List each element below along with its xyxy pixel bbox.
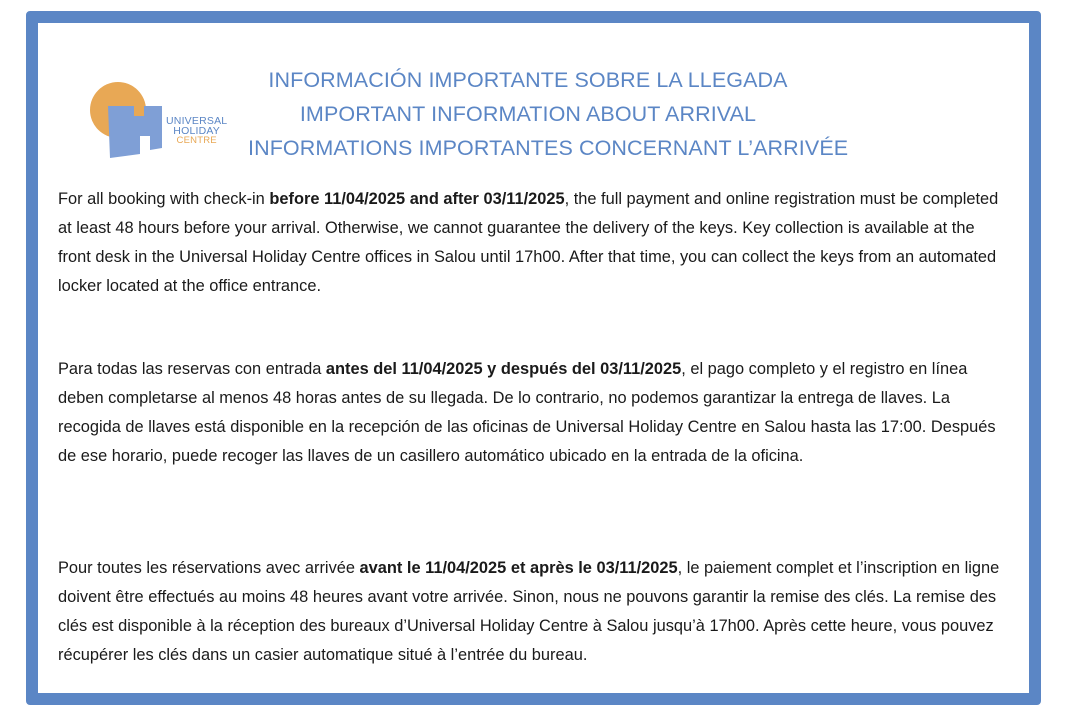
title-english: IMPORTANT INFORMATION ABOUT ARRIVAL (299, 102, 757, 126)
paragraph-spanish (58, 355, 1008, 471)
paragraph-english-rest: , the full payment and online registration must be completed at least 48 hours before your arrival. Otherwise, we cannot guarantee the delivery of the keys. Key collection is available at the front desk in the Universal Holiday Centre offices in Salou until 17h00. After that time, you can collect the keys from an automated locker located at the office entrance. (58, 190, 999, 295)
title-block (248, 63, 849, 165)
paragraph-spanish-rest: , el pago completo y el registro en línea deben completarse al menos 48 horas antes de su llegada. De lo contrario, no podemos garantizar la entrega de llaves. La recogida de llaves está disponible en la recepción de las oficinas de Universal Holiday Centre en Salou hasta las 17:00. Después de ese horario, puede recoger las llaves de un casillero automático ubicado en la entrada de la oficina. (58, 360, 996, 465)
document-frame (26, 11, 1041, 705)
paragraph-spanish-dates: antes del 11/04/2025 y después del 03/11/2025 (325, 360, 682, 378)
logo-line-centre: CENTRE (176, 135, 217, 146)
paragraph-french-rest: , le paiement complet et l’inscription en ligne doivent être effectués au moins 48 heures avant votre arrivée. Sinon, nous ne pouvons garantir la remise des clés. La remise des clés est disponible à la réception des bureaux d’Universal Holiday Centre à Salou jusqu’à 17h00. Après cette heure, vous pouvez récupérer les clés dans un casier automatique situé à l’entrée du bureau. (58, 559, 1000, 664)
paragraph-french-dates: avant le 11/04/2025 et après le 03/11/2025 (359, 559, 678, 577)
logo-text (166, 116, 227, 146)
title-french: INFORMATIONS IMPORTANTES CONCERNANT L’ARRIVÉE (248, 136, 849, 160)
paragraph-english-dates: before 11/04/2025 and after 03/11/2025 (269, 190, 565, 208)
paragraph-english-start: For all booking with check-in (58, 190, 270, 208)
logo-line-holiday: HOLIDAY (173, 125, 221, 137)
universal-holiday-centre-logo (88, 78, 238, 168)
logo-line-universal: UNIVERSAL (166, 115, 228, 127)
title-spanish: INFORMACIÓN IMPORTANTE SOBRE LA LLEGADA (268, 68, 788, 92)
paragraph-english (58, 185, 1008, 301)
paragraph-french (58, 554, 1008, 670)
paragraph-spanish-start: Para todas las reservas con entrada (58, 360, 326, 378)
paragraph-french-start: Pour toutes les réservations avec arrivée (58, 559, 360, 577)
